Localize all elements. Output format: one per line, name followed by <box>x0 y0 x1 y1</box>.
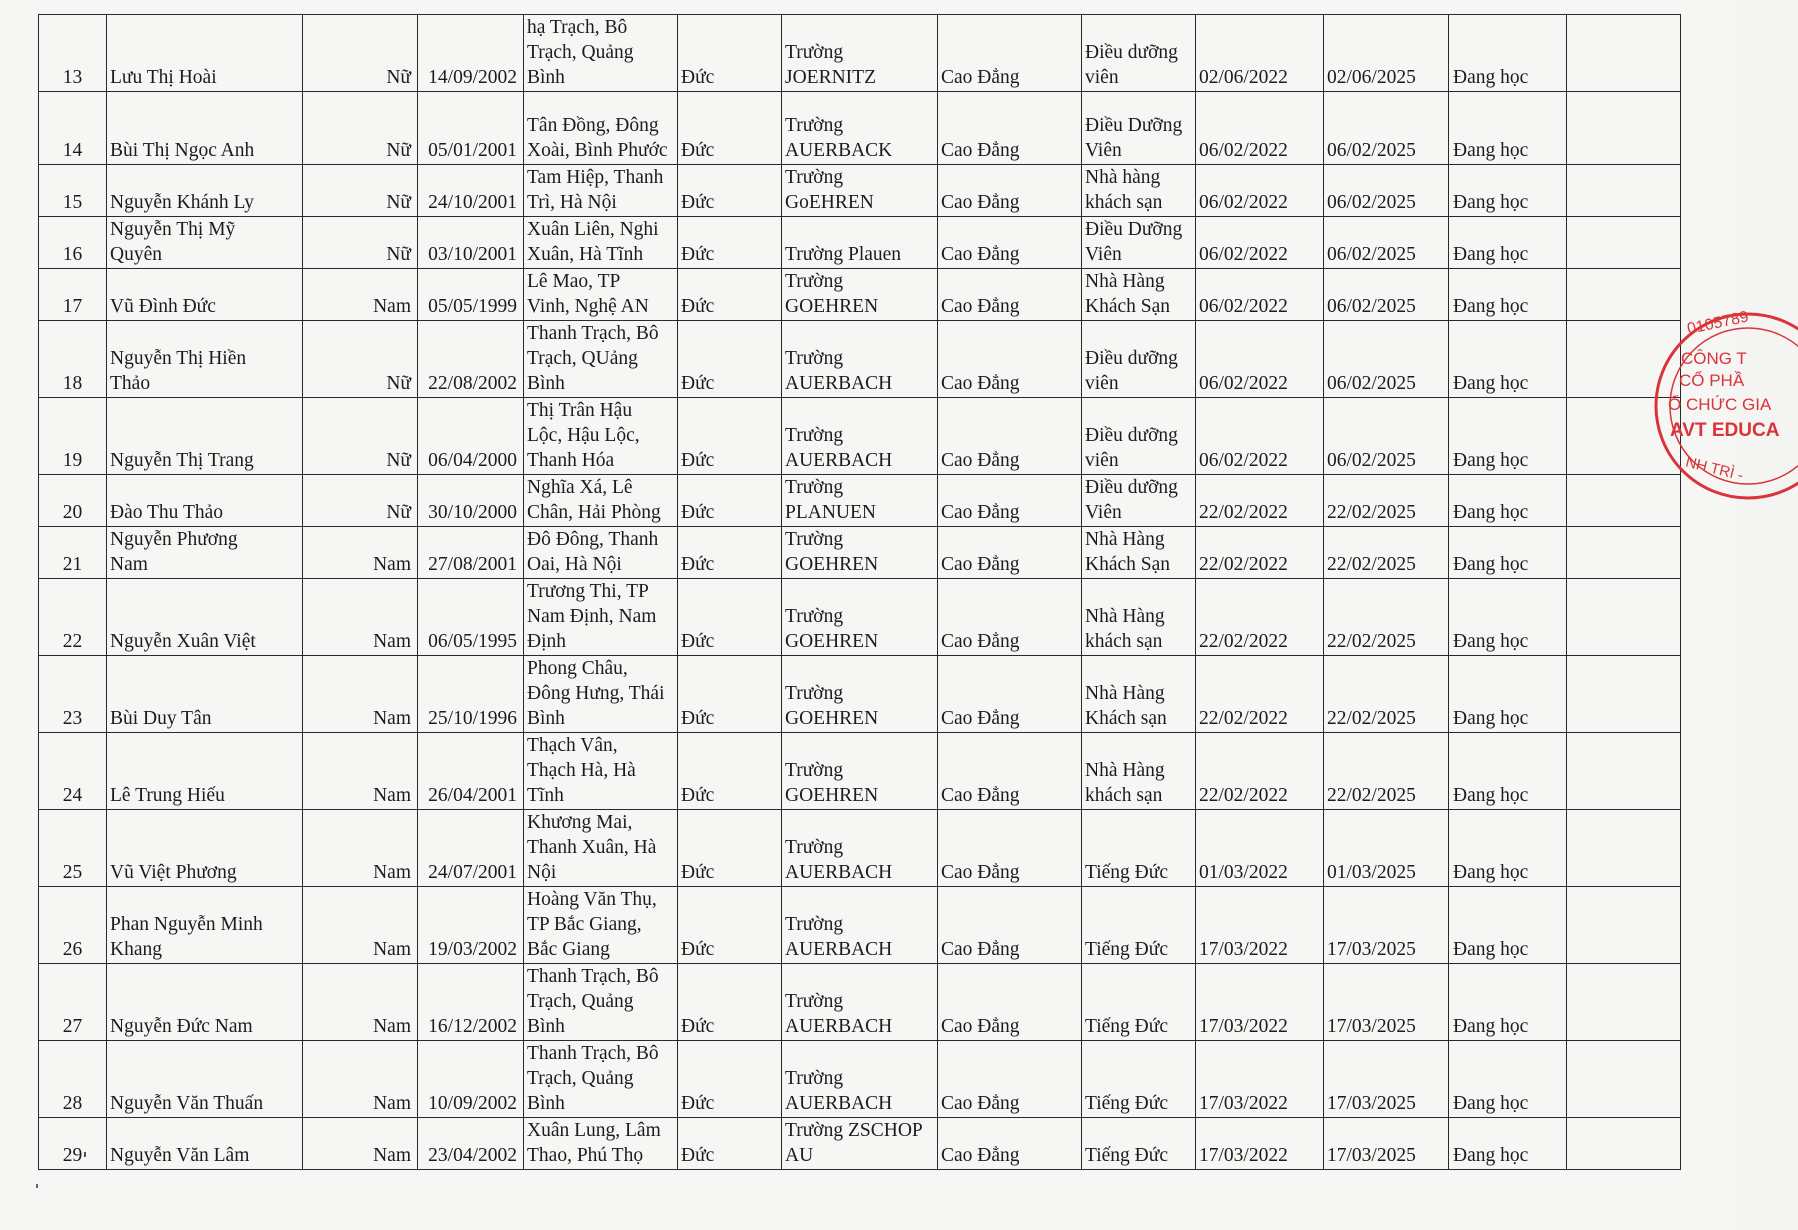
destination-country-cell: Đức <box>678 92 782 165</box>
end-date-cell: 06/02/2025 <box>1324 321 1449 398</box>
school-name-cell: Trường GOEHREN <box>782 269 938 321</box>
blank-column-cell <box>1567 1118 1681 1170</box>
full-name-cell: Phan Nguyễn Minh Khang <box>107 887 303 964</box>
study-status-cell: Đang học <box>1449 1041 1567 1118</box>
end-date-cell: 06/02/2025 <box>1324 165 1449 217</box>
major-cell: Điều dưỡng Viên <box>1082 475 1196 527</box>
blank-column-cell <box>1567 733 1681 810</box>
training-level-cell: Cao Đẳng <box>938 398 1082 475</box>
gender-cell: Nữ <box>303 15 418 92</box>
row-number-cell: 19 <box>39 398 107 475</box>
training-level-cell: Cao Đẳng <box>938 733 1082 810</box>
date-of-birth-cell: 06/05/1995 <box>418 579 524 656</box>
study-status-cell: Đang học <box>1449 321 1567 398</box>
end-date-cell: 22/02/2025 <box>1324 527 1449 579</box>
gender-cell: Nam <box>303 887 418 964</box>
training-level-cell: Cao Đẳng <box>938 656 1082 733</box>
start-date-cell: 17/03/2022 <box>1196 1118 1324 1170</box>
table-row <box>39 1118 1681 1170</box>
row-number-cell: 26 <box>39 887 107 964</box>
end-date-cell: 06/02/2025 <box>1324 398 1449 475</box>
gender-cell: Nữ <box>303 398 418 475</box>
seal-line-2: CÔNG T <box>1681 349 1747 368</box>
study-status-cell: Đang học <box>1449 887 1567 964</box>
seal-line-4: Ổ CHỨC GIA <box>1668 395 1772 414</box>
home-address-cell: Hoàng Văn Thụ, TP Bắc Giang, Bắc Giang <box>524 887 678 964</box>
training-level-cell: Cao Đẳng <box>938 15 1082 92</box>
school-name-cell: Trường AUERBACH <box>782 810 938 887</box>
school-name-cell: Trường Plauen <box>782 217 938 269</box>
gender-cell: Nam <box>303 269 418 321</box>
start-date-cell: 06/02/2022 <box>1196 398 1324 475</box>
gender-cell: Nam <box>303 810 418 887</box>
home-address-cell: Tân Đồng, Đông Xoài, Bình Phước <box>524 92 678 165</box>
blank-column-cell <box>1567 810 1681 887</box>
major-cell: Nhà hàng khách sạn <box>1082 165 1196 217</box>
destination-country-cell: Đức <box>678 217 782 269</box>
full-name-cell: Nguyễn Xuân Việt <box>107 579 303 656</box>
row-number-cell: 22 <box>39 579 107 656</box>
study-status-cell: Đang học <box>1449 964 1567 1041</box>
training-level-cell: Cao Đẳng <box>938 475 1082 527</box>
table-row <box>39 964 1681 1041</box>
home-address-cell: Khương Mai, Thanh Xuân, Hà Nội <box>524 810 678 887</box>
full-name-cell: Nguyễn Thị Mỹ Quyên <box>107 217 303 269</box>
blank-column-cell <box>1567 579 1681 656</box>
row-number-cell: 23 <box>39 656 107 733</box>
start-date-cell: 06/02/2022 <box>1196 321 1324 398</box>
row-number-cell: 18 <box>39 321 107 398</box>
training-level-cell: Cao Đẳng <box>938 321 1082 398</box>
study-status-cell: Đang học <box>1449 217 1567 269</box>
study-status-cell: Đang học <box>1449 269 1567 321</box>
major-cell: Nhà Hàng Khách Sạn <box>1082 527 1196 579</box>
end-date-cell: 22/02/2025 <box>1324 579 1449 656</box>
start-date-cell: 06/02/2022 <box>1196 269 1324 321</box>
school-name-cell: Trường GOEHREN <box>782 656 938 733</box>
destination-country-cell: Đức <box>678 15 782 92</box>
date-of-birth-cell: 25/10/1996 <box>418 656 524 733</box>
table-row <box>39 810 1681 887</box>
full-name-cell: Nguyễn Phương Nam <box>107 527 303 579</box>
end-date-cell: 06/02/2025 <box>1324 269 1449 321</box>
full-name-cell: Nguyễn Đức Nam <box>107 964 303 1041</box>
end-date-cell: 17/03/2025 <box>1324 1041 1449 1118</box>
start-date-cell: 06/02/2022 <box>1196 217 1324 269</box>
school-name-cell: Trường AUERBACH <box>782 887 938 964</box>
table-row <box>39 398 1681 475</box>
school-name-cell: Trường ZSCHOP AU <box>782 1118 938 1170</box>
home-address-cell: hạ Trạch, Bô Trạch, Quảng Bình <box>524 15 678 92</box>
destination-country-cell: Đức <box>678 1041 782 1118</box>
seal-line-6: NH TRÌ - <box>1683 453 1745 485</box>
destination-country-cell: Đức <box>678 579 782 656</box>
table-row <box>39 579 1681 656</box>
destination-country-cell: Đức <box>678 964 782 1041</box>
home-address-cell: Tam Hiệp, Thanh Trì, Hà Nội <box>524 165 678 217</box>
start-date-cell: 06/02/2022 <box>1196 165 1324 217</box>
blank-column-cell <box>1567 964 1681 1041</box>
scan-speck <box>84 1152 86 1157</box>
full-name-cell: Nguyễn Khánh Ly <box>107 165 303 217</box>
training-level-cell: Cao Đẳng <box>938 217 1082 269</box>
gender-cell: Nữ <box>303 475 418 527</box>
training-level-cell: Cao Đẳng <box>938 269 1082 321</box>
study-status-cell: Đang học <box>1449 733 1567 810</box>
start-date-cell: 17/03/2022 <box>1196 887 1324 964</box>
date-of-birth-cell: 27/08/2001 <box>418 527 524 579</box>
table-row <box>39 217 1681 269</box>
blank-column-cell <box>1567 1041 1681 1118</box>
date-of-birth-cell: 22/08/2002 <box>418 321 524 398</box>
table-row <box>39 92 1681 165</box>
major-cell: Điều Dưỡng Viên <box>1082 217 1196 269</box>
major-cell: Tiếng Đức <box>1082 1118 1196 1170</box>
row-number-cell: 29 <box>39 1118 107 1170</box>
end-date-cell: 22/02/2025 <box>1324 733 1449 810</box>
row-number-cell: 16 <box>39 217 107 269</box>
training-level-cell: Cao Đẳng <box>938 1041 1082 1118</box>
home-address-cell: Xuân Lung, Lâm Thao, Phú Thọ <box>524 1118 678 1170</box>
start-date-cell: 22/02/2022 <box>1196 579 1324 656</box>
destination-country-cell: Đức <box>678 733 782 810</box>
full-name-cell: Lê Trung Hiếu <box>107 733 303 810</box>
full-name-cell: Bùi Thị Ngọc Anh <box>107 92 303 165</box>
major-cell: Nhà Hàng Khách sạn <box>1082 656 1196 733</box>
home-address-cell: Thị Trân Hậu Lộc, Hậu Lộc, Thanh Hóa <box>524 398 678 475</box>
date-of-birth-cell: 26/04/2001 <box>418 733 524 810</box>
start-date-cell: 06/02/2022 <box>1196 92 1324 165</box>
destination-country-cell: Đức <box>678 321 782 398</box>
gender-cell: Nữ <box>303 321 418 398</box>
destination-country-cell: Đức <box>678 656 782 733</box>
date-of-birth-cell: 03/10/2001 <box>418 217 524 269</box>
gender-cell: Nam <box>303 733 418 810</box>
company-seal <box>1648 286 1798 546</box>
home-address-cell: Thanh Trạch, Bô Trạch, Quảng Bình <box>524 1041 678 1118</box>
row-number-cell: 28 <box>39 1041 107 1118</box>
school-name-cell: Trường AUERBACH <box>782 964 938 1041</box>
start-date-cell: 22/02/2022 <box>1196 733 1324 810</box>
blank-column-cell <box>1567 217 1681 269</box>
training-level-cell: Cao Đẳng <box>938 887 1082 964</box>
study-status-cell: Đang học <box>1449 165 1567 217</box>
end-date-cell: 17/03/2025 <box>1324 887 1449 964</box>
table-row <box>39 165 1681 217</box>
start-date-cell: 17/03/2022 <box>1196 1041 1324 1118</box>
major-cell: Tiếng Đức <box>1082 810 1196 887</box>
table-row <box>39 887 1681 964</box>
study-status-cell: Đang học <box>1449 527 1567 579</box>
major-cell: Nhà Hàng khách sạn <box>1082 579 1196 656</box>
study-status-cell: Đang học <box>1449 475 1567 527</box>
home-address-cell: Phong Châu, Đông Hưng, Thái Bình <box>524 656 678 733</box>
school-name-cell: Trường GOEHREN <box>782 527 938 579</box>
row-number-cell: 27 <box>39 964 107 1041</box>
gender-cell: Nam <box>303 656 418 733</box>
start-date-cell: 22/02/2022 <box>1196 475 1324 527</box>
date-of-birth-cell: 30/10/2000 <box>418 475 524 527</box>
training-level-cell: Cao Đẳng <box>938 964 1082 1041</box>
school-name-cell: Trường JOERNITZ <box>782 15 938 92</box>
row-number-cell: 13 <box>39 15 107 92</box>
row-number-cell: 20 <box>39 475 107 527</box>
gender-cell: Nam <box>303 1118 418 1170</box>
full-name-cell: Nguyễn Văn Thuấn <box>107 1041 303 1118</box>
blank-column-cell <box>1567 15 1681 92</box>
date-of-birth-cell: 19/03/2002 <box>418 887 524 964</box>
major-cell: Điều Dưỡng Viên <box>1082 92 1196 165</box>
full-name-cell: Bùi Duy Tân <box>107 656 303 733</box>
destination-country-cell: Đức <box>678 1118 782 1170</box>
row-number-cell: 21 <box>39 527 107 579</box>
table-row <box>39 321 1681 398</box>
destination-country-cell: Đức <box>678 165 782 217</box>
end-date-cell: 02/06/2025 <box>1324 15 1449 92</box>
full-name-cell: Vũ Đình Đức <box>107 269 303 321</box>
gender-cell: Nữ <box>303 217 418 269</box>
table-row <box>39 733 1681 810</box>
training-level-cell: Cao Đẳng <box>938 810 1082 887</box>
gender-cell: Nam <box>303 1041 418 1118</box>
major-cell: Nhà Hàng khách sạn <box>1082 733 1196 810</box>
table-row <box>39 15 1681 92</box>
date-of-birth-cell: 24/10/2001 <box>418 165 524 217</box>
table-row <box>39 269 1681 321</box>
destination-country-cell: Đức <box>678 398 782 475</box>
date-of-birth-cell: 05/01/2001 <box>418 92 524 165</box>
table-row <box>39 527 1681 579</box>
start-date-cell: 22/02/2022 <box>1196 527 1324 579</box>
scan-speck <box>36 1184 38 1188</box>
destination-country-cell: Đức <box>678 475 782 527</box>
row-number-cell: 24 <box>39 733 107 810</box>
home-address-cell: Trương Thi, TP Nam Định, Nam Định <box>524 579 678 656</box>
gender-cell: Nữ <box>303 92 418 165</box>
school-name-cell: Trường GOEHREN <box>782 579 938 656</box>
major-cell: Điều dưỡng viên <box>1082 15 1196 92</box>
seal-line-3: CỔ PHẦ <box>1679 371 1745 390</box>
row-number-cell: 14 <box>39 92 107 165</box>
school-name-cell: Trường AUERBACH <box>782 398 938 475</box>
row-number-cell: 15 <box>39 165 107 217</box>
gender-cell: Nữ <box>303 165 418 217</box>
training-level-cell: Cao Đẳng <box>938 1118 1082 1170</box>
end-date-cell: 06/02/2025 <box>1324 92 1449 165</box>
destination-country-cell: Đức <box>678 527 782 579</box>
major-cell: Điều dưỡng viên <box>1082 398 1196 475</box>
school-name-cell: Trường GoEHREN <box>782 165 938 217</box>
gender-cell: Nam <box>303 579 418 656</box>
home-address-cell: Thanh Trạch, Bô Trạch, QUảng Bình <box>524 321 678 398</box>
end-date-cell: 17/03/2025 <box>1324 964 1449 1041</box>
full-name-cell: Nguyễn Thị Trang <box>107 398 303 475</box>
major-cell: Tiếng Đức <box>1082 887 1196 964</box>
major-cell: Tiếng Đức <box>1082 1041 1196 1118</box>
start-date-cell: 01/03/2022 <box>1196 810 1324 887</box>
table-row <box>39 475 1681 527</box>
date-of-birth-cell: 05/05/1999 <box>418 269 524 321</box>
start-date-cell: 17/03/2022 <box>1196 964 1324 1041</box>
date-of-birth-cell: 14/09/2002 <box>418 15 524 92</box>
study-status-cell: Đang học <box>1449 92 1567 165</box>
full-name-cell: Lưu Thị Hoài <box>107 15 303 92</box>
date-of-birth-cell: 06/04/2000 <box>418 398 524 475</box>
gender-cell: Nam <box>303 527 418 579</box>
study-status-cell: Đang học <box>1449 579 1567 656</box>
seal-line-5: AVT EDUCA <box>1670 420 1780 441</box>
home-address-cell: Nghĩa Xá, Lê Chân, Hải Phòng <box>524 475 678 527</box>
major-cell: Tiếng Đức <box>1082 964 1196 1041</box>
study-status-cell: Đang học <box>1449 398 1567 475</box>
start-date-cell: 22/02/2022 <box>1196 656 1324 733</box>
study-status-cell: Đang học <box>1449 810 1567 887</box>
school-name-cell: Trường PLANUEN <box>782 475 938 527</box>
date-of-birth-cell: 10/09/2002 <box>418 1041 524 1118</box>
home-address-cell: Thạch Vân, Thạch Hà, Hà Tĩnh <box>524 733 678 810</box>
destination-country-cell: Đức <box>678 269 782 321</box>
study-status-cell: Đang học <box>1449 1118 1567 1170</box>
end-date-cell: 01/03/2025 <box>1324 810 1449 887</box>
major-cell: Điều dưỡng viên <box>1082 321 1196 398</box>
end-date-cell: 17/03/2025 <box>1324 1118 1449 1170</box>
row-number-cell: 17 <box>39 269 107 321</box>
date-of-birth-cell: 23/04/2002 <box>418 1118 524 1170</box>
blank-column-cell <box>1567 887 1681 964</box>
gender-cell: Nam <box>303 964 418 1041</box>
school-name-cell: Trường GOEHREN <box>782 733 938 810</box>
major-cell: Nhà Hàng Khách Sạn <box>1082 269 1196 321</box>
full-name-cell: Nguyễn Thị Hiền Thảo <box>107 321 303 398</box>
destination-country-cell: Đức <box>678 810 782 887</box>
training-level-cell: Cao Đẳng <box>938 527 1082 579</box>
home-address-cell: Thanh Trạch, Bô Trạch, Quảng Bình <box>524 964 678 1041</box>
table-row <box>39 1041 1681 1118</box>
date-of-birth-cell: 16/12/2002 <box>418 964 524 1041</box>
full-name-cell: Nguyễn Văn Lâm <box>107 1118 303 1170</box>
school-name-cell: Trường AUERBACK <box>782 92 938 165</box>
blank-column-cell <box>1567 165 1681 217</box>
end-date-cell: 22/02/2025 <box>1324 475 1449 527</box>
study-status-cell: Đang học <box>1449 15 1567 92</box>
blank-column-cell <box>1567 656 1681 733</box>
student-roster-table <box>38 14 1681 1170</box>
end-date-cell: 22/02/2025 <box>1324 656 1449 733</box>
training-level-cell: Cao Đẳng <box>938 579 1082 656</box>
training-level-cell: Cao Đẳng <box>938 165 1082 217</box>
school-name-cell: Trường AUERBACH <box>782 1041 938 1118</box>
full-name-cell: Vũ Việt Phương <box>107 810 303 887</box>
end-date-cell: 06/02/2025 <box>1324 217 1449 269</box>
row-number-cell: 25 <box>39 810 107 887</box>
training-level-cell: Cao Đẳng <box>938 92 1082 165</box>
start-date-cell: 02/06/2022 <box>1196 15 1324 92</box>
blank-column-cell <box>1567 92 1681 165</box>
home-address-cell: Đô Đông, Thanh Oai, Hà Nội <box>524 527 678 579</box>
destination-country-cell: Đức <box>678 887 782 964</box>
home-address-cell: Xuân Liên, Nghi Xuân, Hà Tĩnh <box>524 217 678 269</box>
home-address-cell: Lê Mao, TP Vinh, Nghệ AN <box>524 269 678 321</box>
date-of-birth-cell: 24/07/2001 <box>418 810 524 887</box>
seal-tax-code: 0105789 <box>1685 308 1751 339</box>
table-row <box>39 656 1681 733</box>
school-name-cell: Trường AUERBACH <box>782 321 938 398</box>
study-status-cell: Đang học <box>1449 656 1567 733</box>
full-name-cell: Đào Thu Thảo <box>107 475 303 527</box>
